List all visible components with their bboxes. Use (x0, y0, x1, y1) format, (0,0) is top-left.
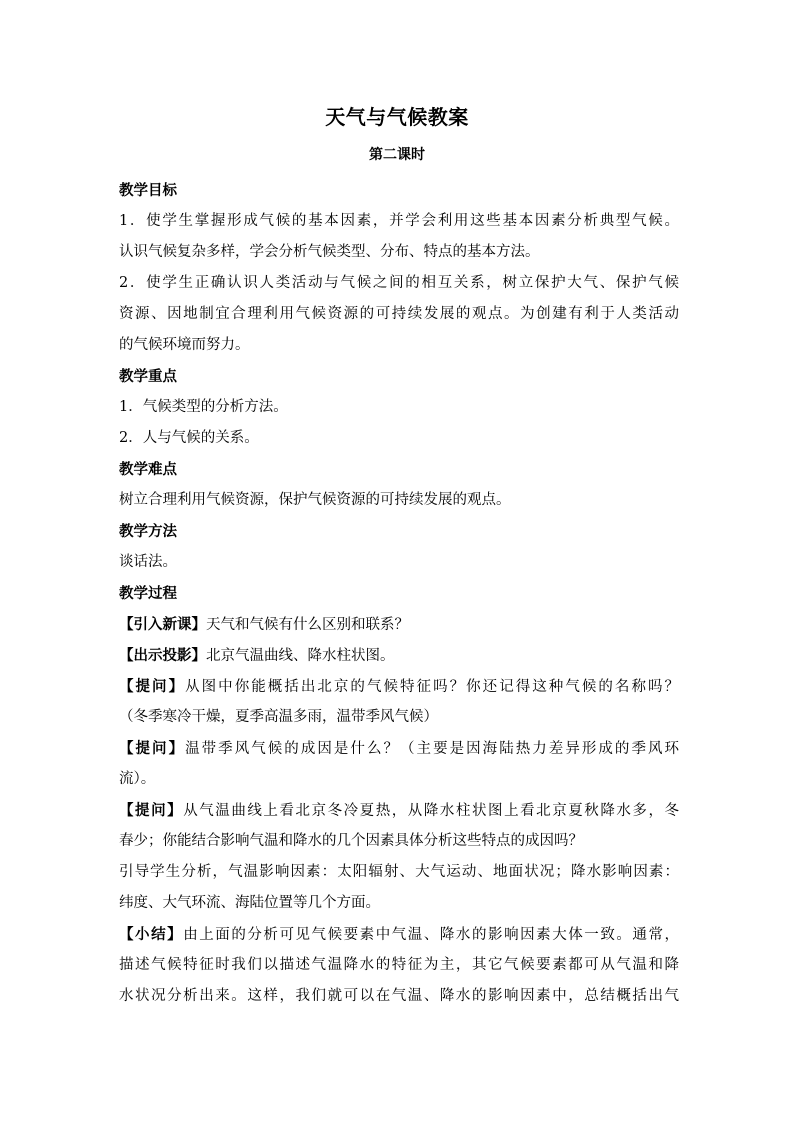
document-title: 天气与气候教案 (325, 105, 469, 129)
document-body (119, 175, 679, 1012)
process-tag: 【提问】 (119, 802, 184, 819)
section-heading-method: 教学方法 (119, 523, 177, 540)
section-heading-key-points: 教学重点 (119, 368, 177, 385)
process-paragraph-projection (119, 640, 679, 671)
process-paragraph-question-3 (119, 795, 679, 826)
process-text: 从气温曲线上看北京冬冷夏热，从降水柱状图上看北京夏秋降水多，冬 (183, 803, 679, 819)
process-text: 北京气温曲线、降水柱状图。 (206, 648, 395, 664)
process-line: 流）。 (119, 771, 156, 787)
process-paragraph-intro (119, 609, 679, 640)
process-paragraph-question-2 (119, 733, 679, 764)
process-line: 春少；你能结合影响气温和降水的几个因素具体分析这些特点的成因吗？ (119, 833, 583, 849)
goals-line: 2．使学生正确认识人类活动与气候之间的相互关系，树立保护大气、保护气候 (119, 275, 679, 291)
process-line: 纬度、大气环流、海陆位置等几个方面。 (119, 895, 380, 911)
difficulty-line: 树立合理利用气候资源，保护气候资源的可持续发展的观点。 (119, 492, 511, 508)
process-tag: 【引入新课】 (119, 616, 206, 633)
process-line: 引导学生分析，气温影响因素：太阳辐射、大气运动、地面状况；降水影响因素： (119, 864, 679, 880)
key-point-line: 2．人与气候的关系。 (119, 430, 259, 446)
process-line: 描述气候特征时我们以描述气温降水的特征为主，其它气候要素都可从气温和降 (119, 957, 679, 973)
process-text: 天气和气候有什么区别和联系？ (206, 617, 409, 633)
goals-line: 资源、因地制宜合理利用气候资源的可持续发展的观点。为创建有利于人类活动 (119, 306, 679, 322)
goals-line: 的气候环境而努力。 (119, 337, 250, 353)
process-text: 由上面的分析可见气候要素中气温、降水的影响因素大体一致。通常， (183, 927, 679, 943)
process-text: 温带季风气候的成因是什么？（主要是因海陆热力差异形成的季风环 (185, 741, 679, 757)
section-heading-goals: 教学目标 (119, 182, 177, 199)
method-line: 谈话法。 (119, 554, 177, 570)
section-heading-process: 教学过程 (119, 585, 177, 602)
goals-line: 认识气候复杂多样，学会分析气候类型、分布、特点的基本方法。 (119, 244, 540, 260)
process-tag: 【出示投影】 (119, 647, 206, 664)
document-subtitle: 第二课时 (369, 147, 425, 163)
process-line: 水状况分析出来。这样，我们就可以在气温、降水的影响因素中，总结概括出气 (119, 988, 679, 1004)
process-paragraph-summary (119, 919, 679, 950)
process-text: 从图中你能概括出北京的气候特征吗？你还记得这种气候的名称吗？ (185, 679, 679, 695)
key-point-line: 1．气候类型的分析方法。 (119, 399, 288, 415)
process-tag: 【小结】 (119, 926, 184, 943)
process-line: （冬季寒冷干燥，夏季高温多雨，温带季风气候） (119, 709, 438, 725)
section-heading-difficulties: 教学难点 (119, 461, 177, 478)
process-tag: 【提问】 (119, 740, 186, 757)
goals-line: 1．使学生掌握形成气候的基本因素，并学会利用这些基本因素分析典型气候。 (119, 213, 679, 229)
process-paragraph-question-1 (119, 671, 679, 702)
process-tag: 【提问】 (119, 678, 186, 695)
